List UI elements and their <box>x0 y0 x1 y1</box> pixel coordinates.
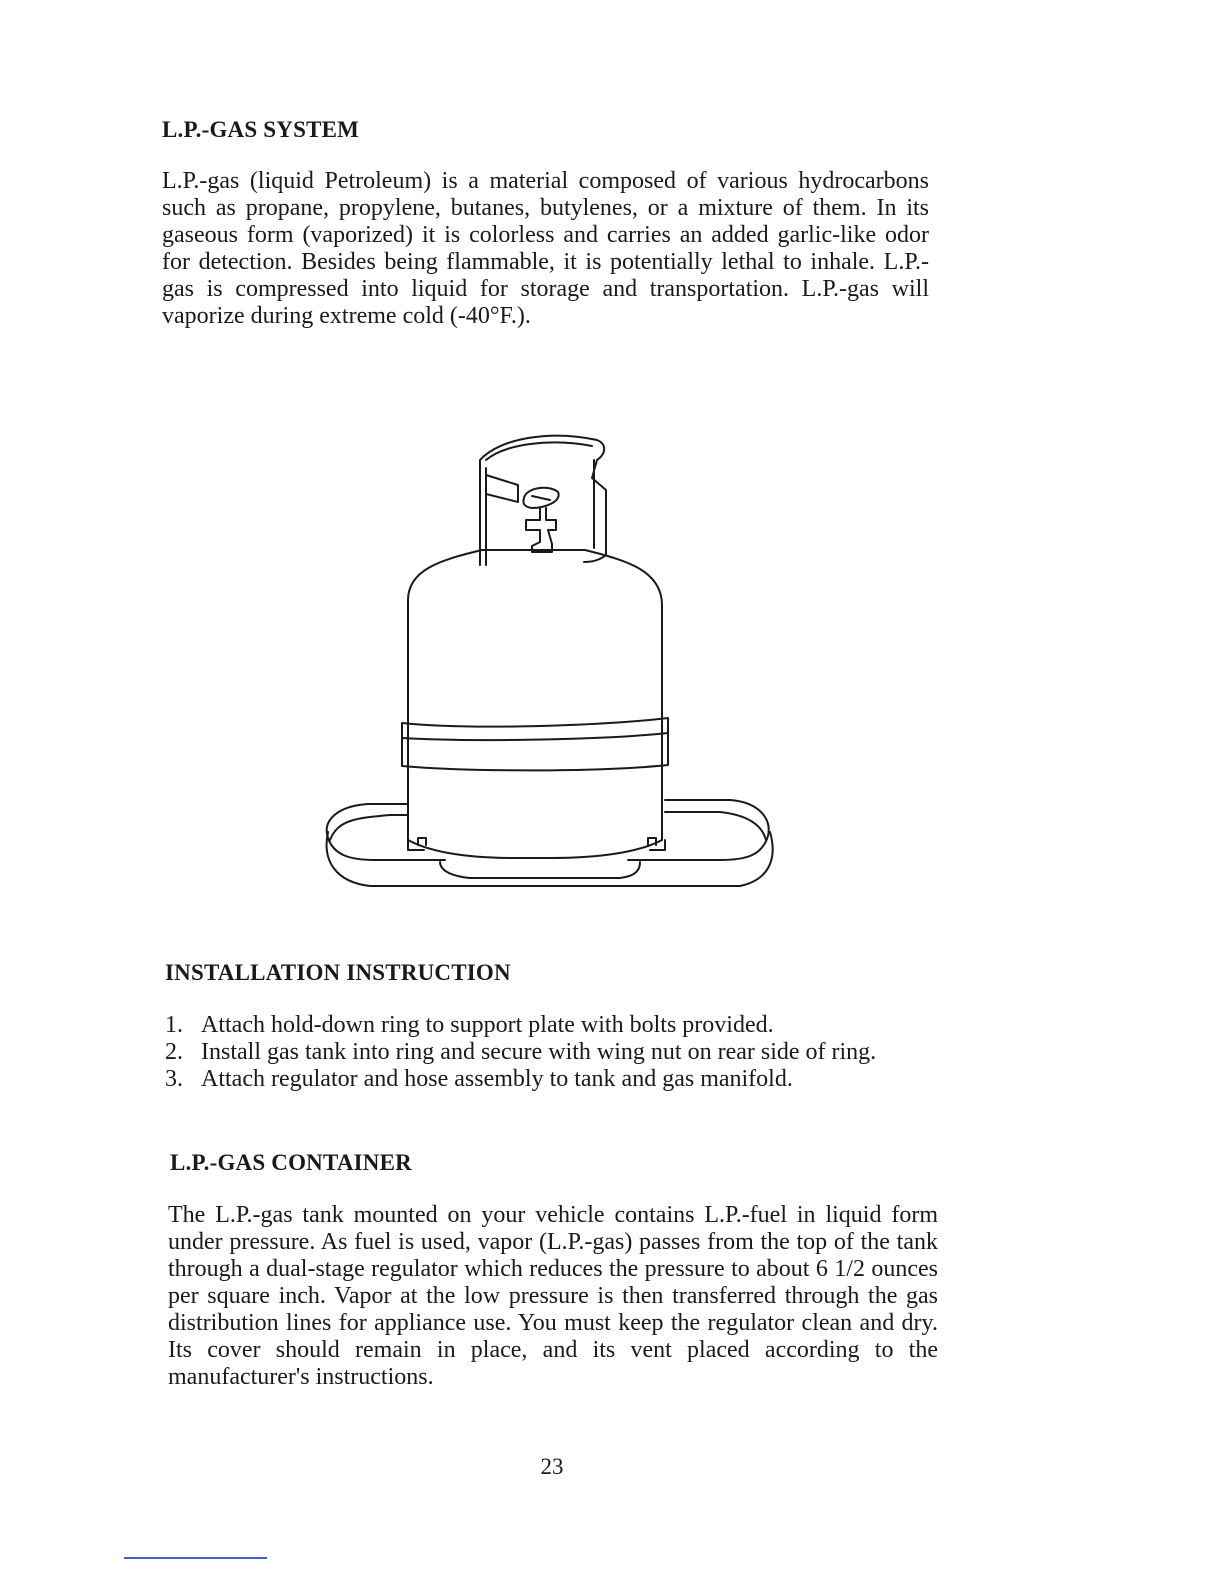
lp-gas-system-heading: L.P.-GAS SYSTEM <box>162 117 360 142</box>
lp-gas-system-paragraph: L.P.-gas (liquid Petroleum) is a material composed of various hydrocarbons such as propane, propylene, butanes, butylenes, or a mixture of them. In its gaseous form (vaporized) it is colorless and carries an added garlic-like odor for detection. Besides being flammable, it is potentially lethal to inhale. L.P.-gas is compressed into liquid for storage and transportation. L.P.-gas will vaporize during extreme cold (-40°F.). <box>162 168 929 329</box>
tank-body <box>408 550 662 840</box>
installation-step <box>165 1039 940 1066</box>
step-text: Attach hold-down ring to support plate with bolts provided. <box>201 1012 774 1038</box>
installation-step <box>165 1012 940 1039</box>
installation-instruction-heading: INSTALLATION INSTRUCTION <box>165 960 511 985</box>
lp-gas-container-paragraph: The L.P.-gas tank mounted on your vehicle contains L.P.-fuel in liquid form under pressure. As fuel is used, vapor (L.P.-gas) passes from the top of the tank through a dual-stage regulator which reduces the pressure to about 6 1/2 ounces per square inch. Vapor at the low pressure is then transferred through the gas distribution lines for appliance use. You must keep the regulator clean and dry. Its cover should remain in place, and its vent placed according to the manufacturer's instructions. <box>168 1202 938 1390</box>
bottom-rule <box>124 1557 267 1559</box>
page-number: 23 <box>540 1454 564 1479</box>
hold-down-ring <box>402 718 668 770</box>
propane-tank-illustration <box>300 420 790 900</box>
step-text: Install gas tank into ring and secure with wing nut on rear side of ring. <box>201 1039 877 1065</box>
step-text: Attach regulator and hose assembly to tank and gas manifold. <box>201 1066 793 1092</box>
step-number: 3. <box>165 1066 183 1092</box>
step-number: 2. <box>165 1039 183 1065</box>
tank-collar <box>480 436 606 565</box>
installation-step <box>165 1066 940 1093</box>
step-number: 1. <box>165 1012 183 1038</box>
installation-steps-list <box>165 1012 940 1093</box>
propane-tank-icon <box>300 420 790 900</box>
lp-gas-container-heading: L.P.-GAS CONTAINER <box>170 1150 412 1175</box>
